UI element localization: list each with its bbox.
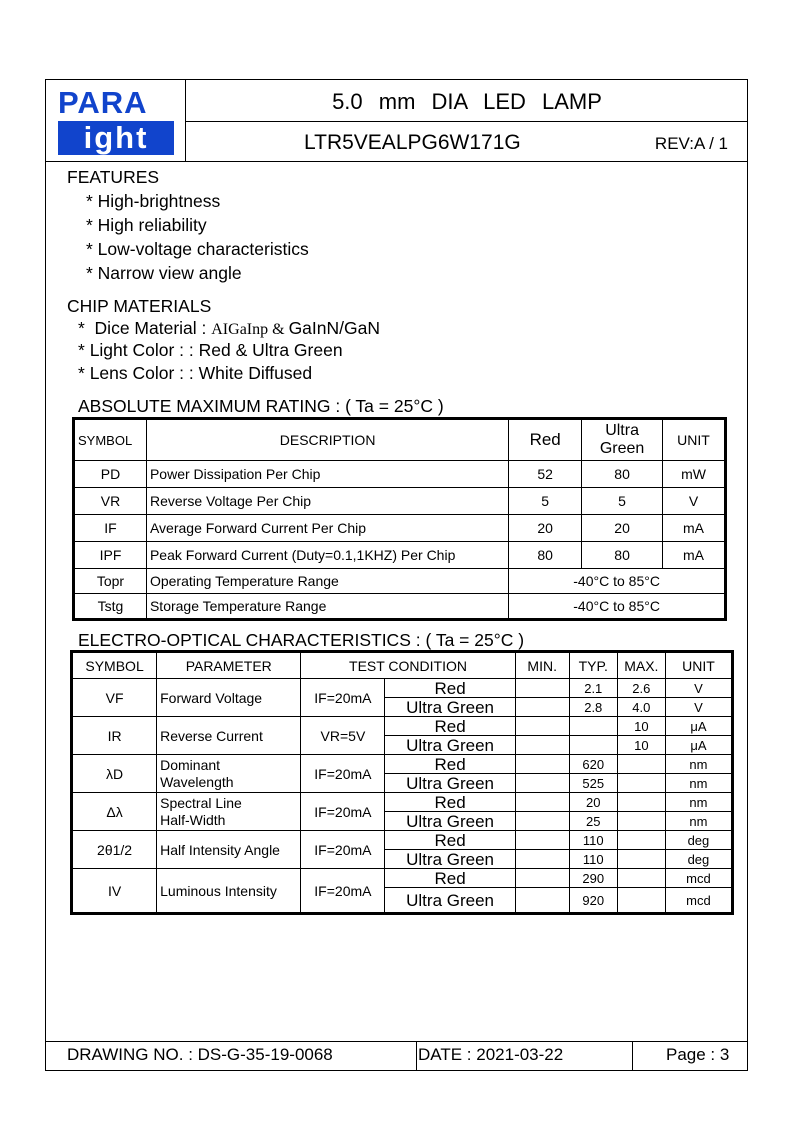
- unit-cell: nm: [665, 774, 731, 793]
- green-value: 20: [582, 515, 663, 542]
- table-row: [73, 831, 732, 850]
- header-min: MIN.: [515, 653, 569, 679]
- min-value: [515, 679, 569, 698]
- condition-cell: IF=20mA: [301, 869, 385, 913]
- unit-cell: mcd: [665, 869, 731, 888]
- header-max: MAX.: [617, 653, 665, 679]
- red-value: 20: [509, 515, 582, 542]
- unit-cell: mcd: [665, 888, 731, 913]
- min-value: [515, 888, 569, 913]
- footer-divider-2: [632, 1041, 633, 1071]
- bullet: *: [78, 340, 85, 360]
- chip-color-cell: Ultra Green: [385, 698, 515, 717]
- eo-heading: ELECTRO-OPTICAL CHARACTERISTICS : ( Ta = 25°C ): [78, 630, 525, 650]
- symbol-cell: IPF: [75, 542, 147, 569]
- parameter-cell: Luminous Intensity: [157, 869, 301, 913]
- parameter-cell: Half Intensity Angle: [157, 831, 301, 869]
- parameter-cell: Reverse Current: [157, 717, 301, 755]
- footer-top-rule: [45, 1041, 748, 1042]
- header-parameter: PARAMETER: [157, 653, 301, 679]
- header-symbol: SYMBOL: [73, 653, 157, 679]
- description-cell: Peak Forward Current (Duty=0.1,1KHZ) Per Chip: [146, 542, 508, 569]
- min-value: [515, 698, 569, 717]
- min-value: [515, 850, 569, 869]
- symbol-cell: IV: [73, 869, 157, 913]
- parameter-cell: Forward Voltage: [157, 679, 301, 717]
- range-cell: -40°C to 85°C: [509, 569, 725, 594]
- red-value: 5: [509, 488, 582, 515]
- unit-cell: V: [665, 679, 731, 698]
- feature-item: * High reliability: [86, 215, 207, 235]
- max-value: 4.0: [617, 698, 665, 717]
- max-value: [617, 850, 665, 869]
- typ-value: 525: [569, 774, 617, 793]
- footer-divider-1: [416, 1041, 417, 1071]
- parameter-cell: Spectral Line Half-Width: [157, 793, 301, 831]
- dice-material-serif: AIGaInp &: [211, 321, 289, 338]
- condition-cell: IF=20mA: [301, 831, 385, 869]
- chip-color-cell: Ultra Green: [385, 888, 515, 913]
- chip-color-cell: Ultra Green: [385, 774, 515, 793]
- header-bottom-rule: [45, 161, 748, 162]
- typ-value: 920: [569, 888, 617, 913]
- revision: REV:A / 1: [654, 134, 728, 153]
- dice-material-tail: GaInN/GaN: [288, 318, 380, 338]
- symbol-cell: Δλ: [73, 793, 157, 831]
- chip-color-cell: Ultra Green: [385, 736, 515, 755]
- min-value: [515, 717, 569, 736]
- typ-value: [569, 717, 617, 736]
- description-cell: Power Dissipation Per Chip: [146, 461, 508, 488]
- description-cell: Average Forward Current Per Chip: [146, 515, 508, 542]
- description-cell: Reverse Voltage Per Chip: [146, 488, 508, 515]
- green-value: 5: [582, 488, 663, 515]
- table-row: [75, 542, 725, 569]
- min-value: [515, 831, 569, 850]
- typ-value: 20: [569, 793, 617, 812]
- symbol-cell: Tstg: [75, 594, 147, 619]
- table-header-row: [73, 653, 732, 679]
- condition-cell: VR=5V: [301, 717, 385, 755]
- max-value: [617, 888, 665, 913]
- table-row: [75, 594, 725, 619]
- logo-text-top: PARA: [58, 85, 148, 120]
- header-unit: UNIT: [663, 420, 725, 461]
- symbol-cell: IF: [75, 515, 147, 542]
- symbol-cell: VF: [73, 679, 157, 717]
- typ-value: 25: [569, 812, 617, 831]
- min-value: [515, 812, 569, 831]
- feature-item: * Narrow view angle: [86, 263, 242, 283]
- logo-text-bottom: ight: [58, 121, 174, 155]
- min-value: [515, 869, 569, 888]
- unit-cell: μA: [665, 717, 731, 736]
- condition-cell: IF=20mA: [301, 679, 385, 717]
- document-title: 5.0 mm DIA LED LAMP: [332, 89, 602, 114]
- symbol-cell: IR: [73, 717, 157, 755]
- symbol-cell: λD: [73, 755, 157, 793]
- symbol-cell: 2θ1/2: [73, 831, 157, 869]
- typ-value: 290: [569, 869, 617, 888]
- typ-value: 110: [569, 850, 617, 869]
- typ-value: 2.1: [569, 679, 617, 698]
- unit-cell: deg: [665, 850, 731, 869]
- unit-cell: nm: [665, 812, 731, 831]
- unit-cell: V: [665, 698, 731, 717]
- parameter-cell: Dominant Wavelength: [157, 755, 301, 793]
- light-color-label: Light Color : : Red & Ultra Green: [89, 340, 343, 360]
- min-value: [515, 774, 569, 793]
- chip-color-cell: Red: [385, 755, 515, 774]
- header-ultra-green: Ultra Green: [582, 420, 663, 461]
- eo-table: [72, 652, 732, 913]
- header-test-condition: TEST CONDITION: [301, 653, 515, 679]
- max-value: [617, 812, 665, 831]
- max-value: 2.6: [617, 679, 665, 698]
- abs-max-heading: ABSOLUTE MAXIMUM RATING : ( Ta = 25°C ): [78, 396, 444, 416]
- table-row: [73, 717, 732, 736]
- chip-item-light-color: [78, 340, 343, 361]
- table-header-row: [75, 420, 725, 461]
- unit-cell: mW: [663, 461, 725, 488]
- unit-cell: μA: [665, 736, 731, 755]
- lens-color-label: Lens Color : : White Diffused: [89, 363, 313, 383]
- table-row: [75, 461, 725, 488]
- header-symbol: SYMBOL: [75, 420, 147, 461]
- typ-value: [569, 736, 617, 755]
- max-value: [617, 774, 665, 793]
- header-red: Red: [509, 420, 582, 461]
- description-cell: Storage Temperature Range: [146, 594, 508, 619]
- symbol-cell: VR: [75, 488, 147, 515]
- red-value: 52: [509, 461, 582, 488]
- chip-color-cell: Red: [385, 679, 515, 698]
- feature-item: * Low-voltage characteristics: [86, 239, 309, 259]
- unit-cell: nm: [665, 793, 731, 812]
- table-row: [73, 679, 732, 698]
- range-cell: -40°C to 85°C: [509, 594, 725, 619]
- table-row: [75, 569, 725, 594]
- chip-color-cell: Red: [385, 717, 515, 736]
- part-number: LTR5VEALPG6W171G: [304, 131, 521, 154]
- condition-cell: IF=20mA: [301, 755, 385, 793]
- red-value: 80: [509, 542, 582, 569]
- unit-cell: nm: [665, 755, 731, 774]
- features-heading: FEATURES: [67, 167, 160, 187]
- max-value: [617, 831, 665, 850]
- unit-cell: V: [663, 488, 725, 515]
- feature-item: * High-brightness: [86, 191, 221, 211]
- unit-cell: mA: [663, 515, 725, 542]
- max-value: [617, 755, 665, 774]
- typ-value: 110: [569, 831, 617, 850]
- dice-label: Dice Material :: [94, 318, 212, 338]
- unit-cell: deg: [665, 831, 731, 850]
- table-row: [73, 755, 732, 774]
- chip-color-cell: Ultra Green: [385, 812, 515, 831]
- chip-item-dice: [78, 318, 380, 339]
- table-row: [75, 515, 725, 542]
- max-value: [617, 793, 665, 812]
- company-logo: [58, 87, 174, 155]
- header-typ: TYP.: [569, 653, 617, 679]
- abs-max-table: [74, 419, 725, 619]
- min-value: [515, 736, 569, 755]
- max-value: 10: [617, 717, 665, 736]
- bullet: *: [78, 363, 85, 383]
- chip-color-cell: Red: [385, 831, 515, 850]
- description-cell: Operating Temperature Range: [146, 569, 508, 594]
- chip-color-cell: Red: [385, 793, 515, 812]
- min-value: [515, 793, 569, 812]
- drawing-number: DRAWING NO. : DS-G-35-19-0068: [67, 1045, 333, 1064]
- part-number-row: [186, 131, 748, 159]
- table-row: [73, 793, 732, 812]
- document-date: DATE : 2021-03-22: [418, 1045, 564, 1064]
- bullet: *: [78, 318, 85, 338]
- chip-item-lens-color: [78, 363, 312, 384]
- table-row: [75, 488, 725, 515]
- symbol-cell: Topr: [75, 569, 147, 594]
- chip-materials-heading: CHIP MATERIALS: [67, 296, 212, 316]
- page-number: Page : 3: [666, 1045, 730, 1064]
- max-value: [617, 869, 665, 888]
- header-divider-horizontal: [185, 121, 748, 122]
- typ-value: 620: [569, 755, 617, 774]
- table-row: [73, 869, 732, 888]
- typ-value: 2.8: [569, 698, 617, 717]
- unit-cell: mA: [663, 542, 725, 569]
- chip-color-cell: Ultra Green: [385, 850, 515, 869]
- max-value: 10: [617, 736, 665, 755]
- min-value: [515, 755, 569, 774]
- chip-color-cell: Red: [385, 869, 515, 888]
- green-value: 80: [582, 542, 663, 569]
- symbol-cell: PD: [75, 461, 147, 488]
- header-description: DESCRIPTION: [146, 420, 508, 461]
- condition-cell: IF=20mA: [301, 793, 385, 831]
- green-value: 80: [582, 461, 663, 488]
- header-unit: UNIT: [665, 653, 731, 679]
